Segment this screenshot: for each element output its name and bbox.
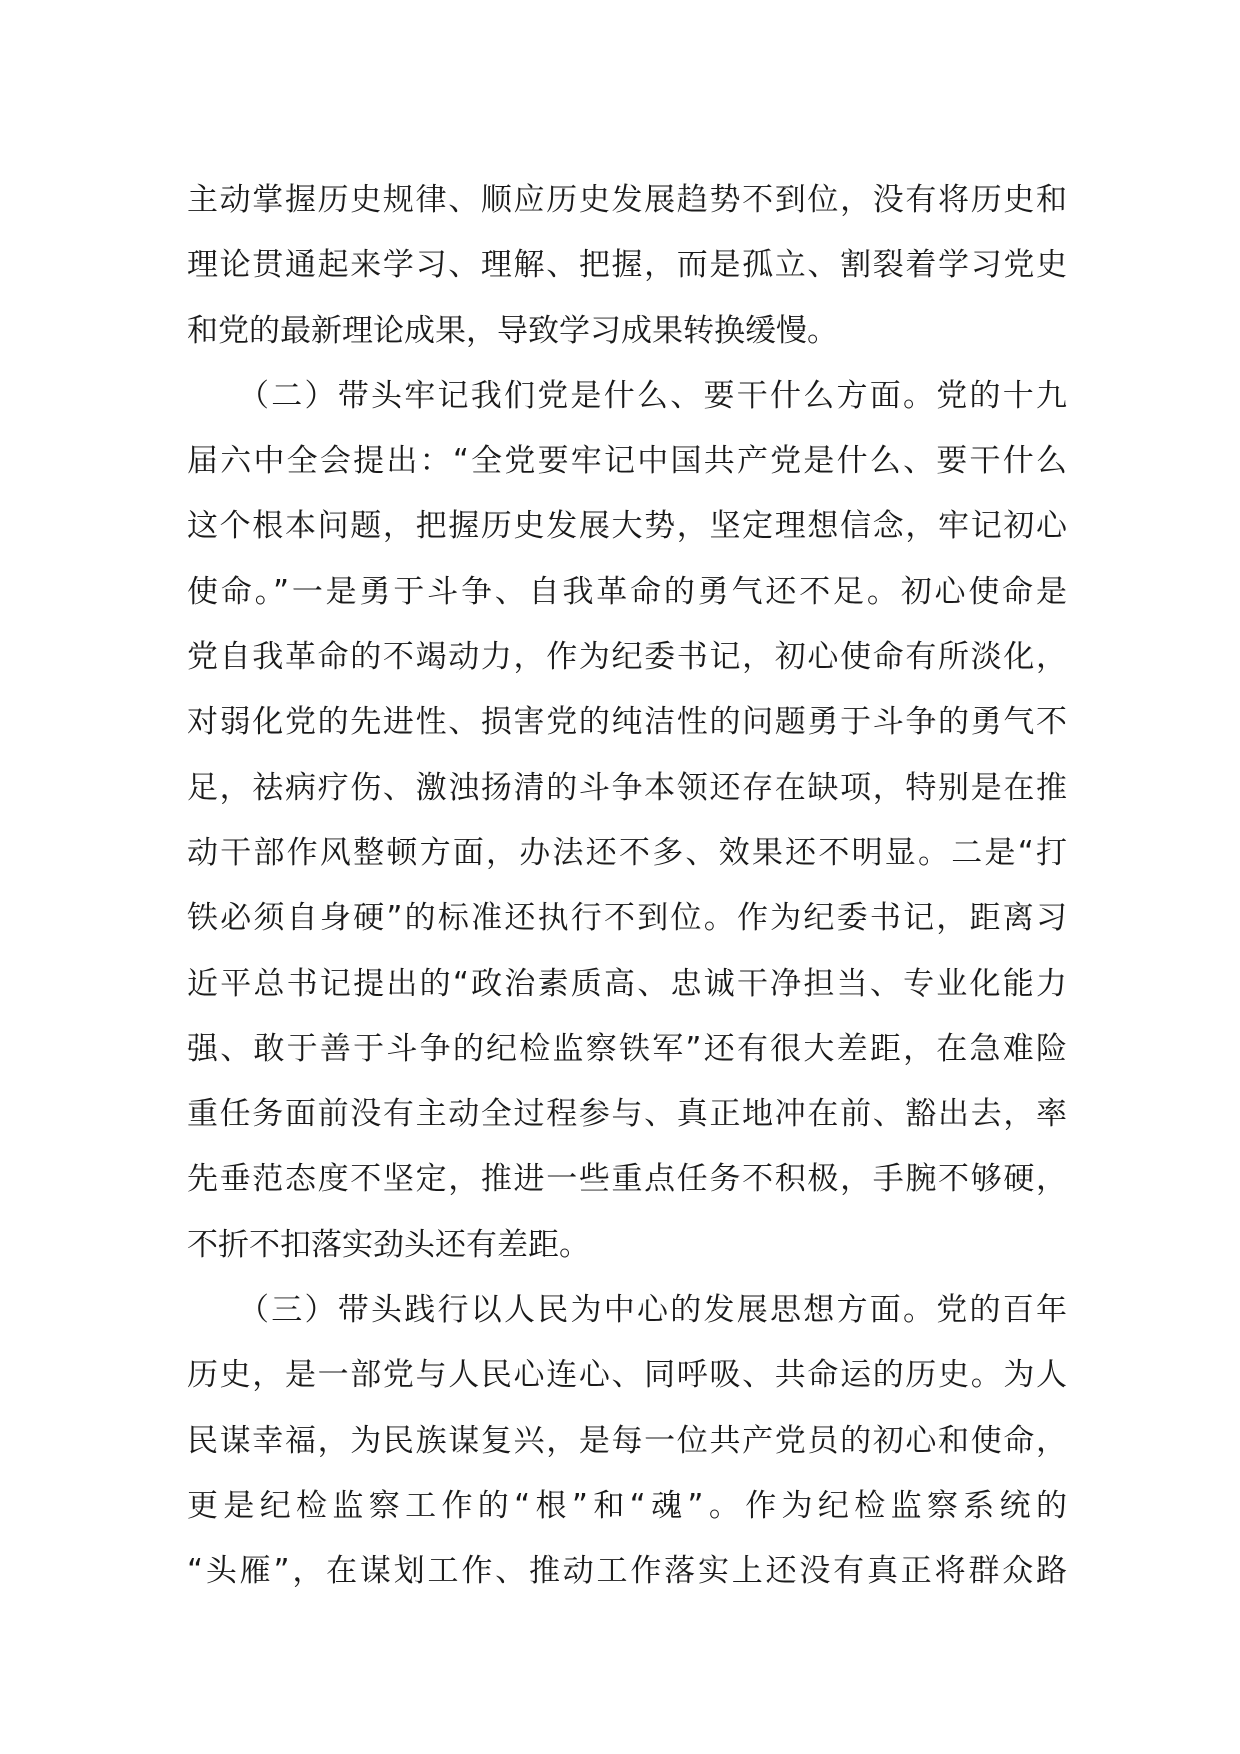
text-line: 历史，是一部党与人民心连心、同呼吸、共命运的历史。为人	[187, 1357, 1067, 1394]
paragraph-2	[187, 364, 1067, 1278]
text-line: 不折不扣落实劲头还有差距。	[187, 1226, 590, 1263]
text-line: 和党的最新理论成果，导致学习成果转换缓慢。	[187, 312, 838, 349]
text-line: 对弱化党的先进性、损害党的纯洁性的问题勇于斗争的勇气不	[187, 704, 1067, 741]
text-line: （三）带头践行以人民为中心的发展思想方面。党的百年	[187, 1292, 1067, 1329]
text-line: 主动掌握历史规律、顺应历史发展趋势不到位，没有将历史和	[187, 182, 1067, 218]
text-line: 这个根本问题，把握历史发展大势，坚定理想信念，牢记初心	[187, 508, 1067, 545]
text-line: 先垂范态度不坚定，推进一些重点任务不积极，手腕不够硬，	[187, 1161, 1067, 1198]
text-line: 重任务面前没有主动全过程参与、真正地冲在前、豁出去，率	[187, 1096, 1067, 1133]
text-line: 党自我革命的不竭动力，作为纪委书记，初心使命有所淡化，	[187, 639, 1067, 676]
text-line: 使命。”一是勇于斗争、自我革命的勇气还不足。初心使命是	[187, 573, 1067, 610]
text-line: 近平总书记提出的“政治素质高、忠诚干净担当、专业化能力	[187, 965, 1067, 1002]
document-body	[187, 168, 1067, 1605]
text-line: 届六中全会提出：“全党要牢记中国共产党是什么、要干什么	[187, 443, 1067, 480]
text-line: （二）带头牢记我们党是什么、要干什么方面。党的十九	[187, 377, 1067, 414]
text-line: 更是纪检监察工作的“根”和“魂”。作为纪检监察系统的	[187, 1487, 1067, 1524]
text-line: 动干部作风整顿方面，办法还不多、效果还不明显。二是“打	[187, 834, 1067, 871]
text-line: 足，祛病疗伤、激浊扬清的斗争本领还存在缺项，特别是在推	[187, 769, 1067, 806]
paragraph-1	[187, 168, 1067, 364]
text-line: 铁必须自身硬”的标准还执行不到位。作为纪委书记，距离习	[187, 900, 1067, 937]
text-line: 理论贯通起来学习、理解、把握，而是孤立、割裂着学习党史	[187, 247, 1067, 284]
paragraph-3	[187, 1278, 1067, 1604]
text-line: 民谋幸福，为民族谋复兴，是每一位共产党员的初心和使命，	[187, 1422, 1067, 1459]
text-line: “头雁”，在谋划工作、推动工作落实上还没有真正将群众路	[187, 1553, 1067, 1590]
text-line: 强、敢于善于斗争的纪检监察铁军”还有很大差距，在急难险	[187, 1030, 1067, 1067]
